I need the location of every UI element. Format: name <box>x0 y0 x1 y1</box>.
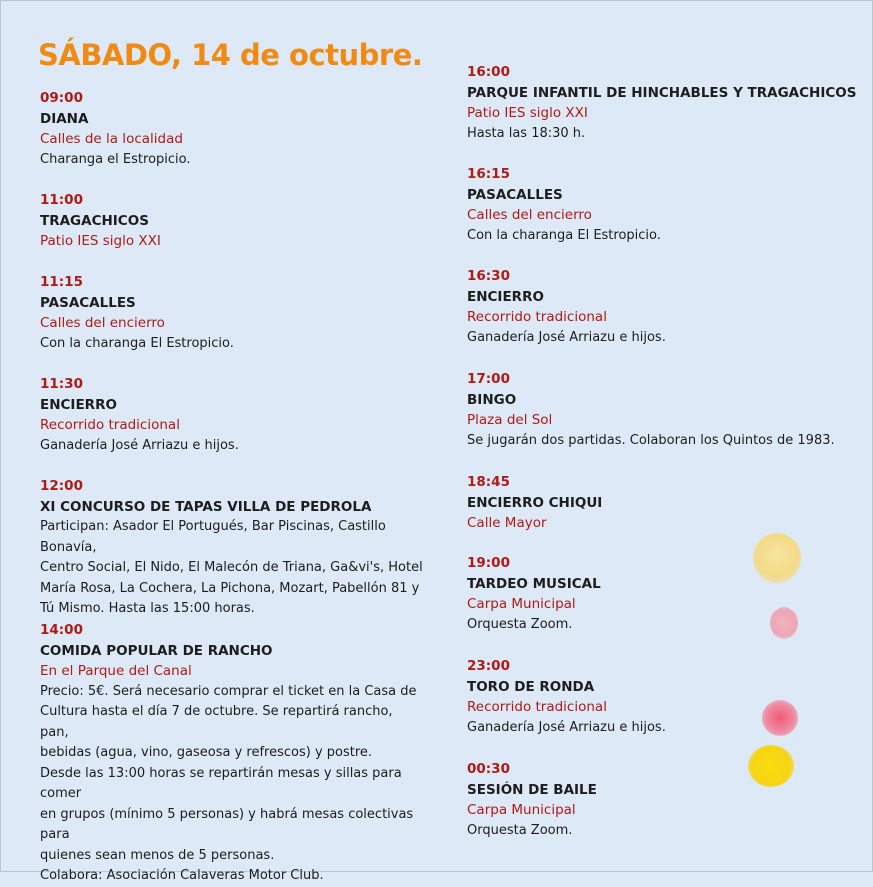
schedule-event <box>467 369 867 451</box>
event-name: SESIÓN DE BAILE <box>467 781 597 798</box>
event-name: ENCIERRO <box>40 396 117 413</box>
schedule-event <box>40 190 425 252</box>
event-time: 11:30 <box>40 376 83 392</box>
event-description-line: Cultura hasta el día 7 de octubre. Se repartirá rancho, pan, <box>40 704 393 740</box>
schedule-event <box>467 62 867 144</box>
event-description-line: Colabora: Asociación Calaveras Motor Club. <box>40 868 324 883</box>
event-time: 14:00 <box>40 622 83 638</box>
event-time: 23:00 <box>467 658 510 674</box>
schedule-event <box>40 476 425 620</box>
event-location: Recorrido tradicional <box>40 417 180 433</box>
event-name: TARDEO MUSICAL <box>467 575 601 592</box>
yellow-paint-blot-decoration <box>753 533 801 583</box>
event-description-line: Participan: Asador El Portugués, Bar Piscinas, Castillo Bonavía, <box>40 519 386 555</box>
schedule-event <box>467 759 867 841</box>
event-name: COMIDA POPULAR DE RANCHO <box>40 642 273 659</box>
event-name: TRAGACHICOS <box>40 212 149 229</box>
event-name: DIANA <box>40 110 89 127</box>
schedule-event <box>467 266 867 348</box>
event-name: ENCIERRO <box>467 288 544 305</box>
event-description-line: bebidas (agua, vino, gaseosa y refrescos) y postre. <box>40 745 373 760</box>
event-description-line: Ganadería José Arriazu e hijos. <box>467 719 666 735</box>
event-description-line: quienes sean menos de 5 personas. <box>40 847 275 863</box>
schedule-event <box>40 374 425 456</box>
event-time: 11:00 <box>40 192 83 208</box>
schedule-event <box>467 656 867 738</box>
event-description-line: Desde las 13:00 horas se repartirán mesas y sillas para comer <box>40 765 402 801</box>
event-description-line: María Rosa, La Cochera, La Pichona, Mozart, Pabellón 81 y <box>40 580 420 596</box>
event-description-line: en grupos (mínimo 5 personas) y habrá mesas colectivas para <box>40 806 414 842</box>
event-description-line: Orquesta Zoom. <box>467 822 573 838</box>
schedule-event <box>467 164 867 246</box>
event-location: Carpa Municipal <box>467 596 576 612</box>
event-location: Recorrido tradicional <box>467 309 607 325</box>
schedule-event <box>40 272 425 354</box>
page-title: SÁBADO, 14 de octubre. <box>38 38 423 72</box>
event-time: 00:30 <box>467 761 510 777</box>
event-time: 17:00 <box>467 371 510 387</box>
event-location: Recorrido tradicional <box>467 699 607 715</box>
event-location: Carpa Municipal <box>467 802 576 818</box>
event-description-line: Charanga el Estropicio. <box>40 151 191 167</box>
event-description-line: Ganadería José Arriazu e hijos. <box>467 329 666 345</box>
event-description-line: Hasta las 18:30 h. <box>467 125 586 141</box>
event-description-line: Centro Social, El Nido, El Malecón de Triana, Ga&vi's, Hotel <box>40 560 423 575</box>
event-location: En el Parque del Canal <box>40 663 192 679</box>
event-time: 12:00 <box>40 478 83 494</box>
event-time: 11:15 <box>40 274 83 290</box>
event-name: PASACALLES <box>467 186 563 203</box>
event-description-line: Con la charanga El Estropicio. <box>467 227 661 243</box>
schedule-event <box>467 472 867 534</box>
event-location: Plaza del Sol <box>467 412 553 428</box>
event-location: Patio IES siglo XXI <box>467 105 588 121</box>
schedule-event <box>40 88 425 170</box>
event-location: Calles del encierro <box>40 315 165 331</box>
event-name: ENCIERRO CHIQUI <box>467 494 603 511</box>
schedule-event <box>40 620 425 887</box>
event-name: XI CONCURSO DE TAPAS VILLA DE PEDROLA <box>40 498 372 515</box>
event-description-line: Con la charanga El Estropicio. <box>40 335 234 351</box>
event-description-line: Ganadería José Arriazu e hijos. <box>40 437 239 453</box>
event-time: 16:15 <box>467 166 510 182</box>
event-time: 16:00 <box>467 64 510 80</box>
event-name: PASACALLES <box>40 294 136 311</box>
event-name: PARQUE INFANTIL DE HINCHABLES Y TRAGACHICOS <box>467 84 857 101</box>
event-location: Calle Mayor <box>467 515 547 531</box>
event-description-line: Tú Mismo. Hasta las 15:00 horas. <box>40 601 255 616</box>
schedule-event <box>467 553 867 635</box>
event-location: Patio IES siglo XXI <box>40 233 161 249</box>
event-name: BINGO <box>467 391 517 408</box>
red-paint-blot-decoration <box>762 700 798 736</box>
bright-yellow-paint-blot-decoration <box>748 745 794 787</box>
event-time: 09:00 <box>40 90 83 106</box>
pink-paint-blot-decoration <box>770 607 798 639</box>
event-location: Calles de la localidad <box>40 131 183 147</box>
event-description-line: Orquesta Zoom. <box>467 616 573 632</box>
event-time: 18:45 <box>467 474 510 490</box>
event-location: Calles del encierro <box>467 207 592 223</box>
event-description-line: Precio: 5€. Será necesario comprar el ticket en la Casa de <box>40 683 417 699</box>
event-time: 16:30 <box>467 268 510 284</box>
event-description-line: Se jugarán dos partidas. Colaboran los Quintos de 1983. <box>467 432 835 448</box>
event-time: 19:00 <box>467 555 510 571</box>
event-name: TORO DE RONDA <box>467 678 595 695</box>
